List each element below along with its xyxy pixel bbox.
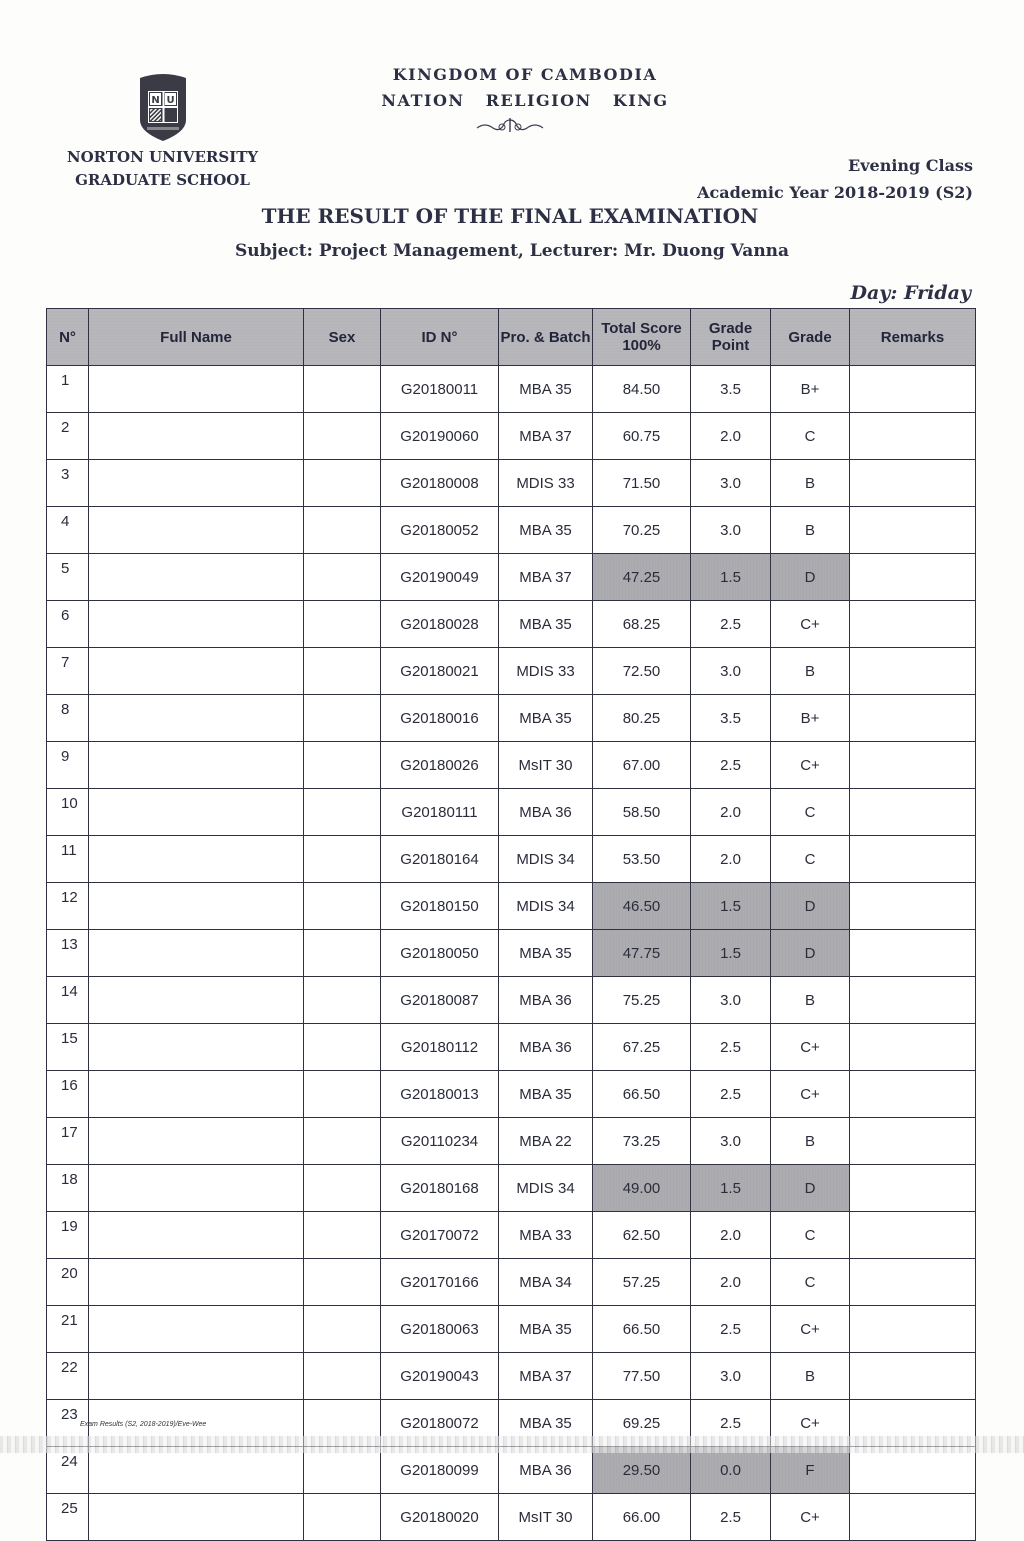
cell-grade: B [771, 1353, 850, 1400]
cell-total-score: 53.50 [593, 836, 691, 883]
cell-sex [304, 413, 381, 460]
cell-remarks [850, 413, 976, 460]
cell-sex [304, 977, 381, 1024]
cell-pro-batch: MBA 36 [499, 1024, 593, 1071]
cell-full-name [89, 601, 304, 648]
cell-no: 9 [47, 742, 89, 789]
cell-remarks [850, 460, 976, 507]
cell-full-name [89, 977, 304, 1024]
cell-total-score: 72.50 [593, 648, 691, 695]
cell-pro-batch: MBA 34 [499, 1259, 593, 1306]
cell-pro-batch: MDIS 33 [499, 648, 593, 695]
cell-grade: C+ [771, 1494, 850, 1541]
cell-full-name [89, 742, 304, 789]
cell-grade: C [771, 1259, 850, 1306]
cell-grade-point: 1.5 [691, 1165, 771, 1212]
cell-full-name [89, 460, 304, 507]
cell-grade: D [771, 883, 850, 930]
cell-id: G20170072 [381, 1212, 499, 1259]
footer-file-note: Exam Results (S2, 2018-2019)/Eve-Wee [80, 1421, 207, 1428]
cell-remarks [850, 789, 976, 836]
cell-id: G20180011 [381, 366, 499, 413]
cell-pro-batch: MBA 35 [499, 1306, 593, 1353]
cell-grade: C+ [771, 601, 850, 648]
cell-id: G20190049 [381, 554, 499, 601]
cell-full-name [89, 507, 304, 554]
cell-pro-batch: MDIS 34 [499, 883, 593, 930]
header-grade: Grade [771, 309, 850, 366]
table-row [47, 1024, 976, 1071]
cell-full-name [89, 554, 304, 601]
cell-grade-point: 2.5 [691, 1071, 771, 1118]
cell-pro-batch: MDIS 34 [499, 1165, 593, 1212]
cell-grade: C+ [771, 1306, 850, 1353]
cell-full-name [89, 413, 304, 460]
cell-id: G20180164 [381, 836, 499, 883]
cell-no: 2 [47, 413, 89, 460]
cell-total-score: 73.25 [593, 1118, 691, 1165]
cell-grade: C [771, 413, 850, 460]
cell-no: 7 [47, 648, 89, 695]
cell-total-score: 68.25 [593, 601, 691, 648]
cell-no: 22 [47, 1353, 89, 1400]
cell-sex [304, 883, 381, 930]
cell-no: 3 [47, 460, 89, 507]
cell-grade-point: 3.0 [691, 507, 771, 554]
header-grade-point-line2: Point [711, 337, 750, 354]
cell-remarks [850, 1024, 976, 1071]
cell-no: 4 [47, 507, 89, 554]
table-row [47, 1494, 976, 1541]
results-table [46, 308, 976, 1541]
cell-sex [304, 1353, 381, 1400]
cell-id: G20110234 [381, 1118, 499, 1165]
cell-grade-point: 2.0 [691, 789, 771, 836]
cell-pro-batch: MDIS 33 [499, 460, 593, 507]
cell-pro-batch: MBA 35 [499, 601, 593, 648]
cell-id: G20180008 [381, 460, 499, 507]
table-row [47, 507, 976, 554]
cell-total-score: 57.25 [593, 1259, 691, 1306]
cell-id: G20180099 [381, 1447, 499, 1494]
table-row [47, 366, 976, 413]
cell-grade-point: 3.0 [691, 1118, 771, 1165]
cell-no: 11 [47, 836, 89, 883]
cell-full-name [89, 1071, 304, 1118]
cell-sex [304, 507, 381, 554]
cell-remarks [850, 1447, 976, 1494]
cell-grade-point: 2.5 [691, 1306, 771, 1353]
cell-total-score: 58.50 [593, 789, 691, 836]
cell-total-score: 47.25 [593, 554, 691, 601]
cell-full-name [89, 1165, 304, 1212]
cell-id: G20170166 [381, 1259, 499, 1306]
cell-remarks [850, 977, 976, 1024]
cell-full-name [89, 836, 304, 883]
header-no: N° [47, 309, 89, 366]
cell-grade-point: 2.5 [691, 1400, 771, 1447]
cell-full-name [89, 1118, 304, 1165]
table-row [47, 930, 976, 977]
cell-sex [304, 1306, 381, 1353]
cell-id: G20190060 [381, 413, 499, 460]
cell-full-name [89, 930, 304, 977]
cell-grade-point: 2.5 [691, 1494, 771, 1541]
cell-id: G20180021 [381, 648, 499, 695]
cell-full-name [89, 883, 304, 930]
cell-total-score: 77.50 [593, 1353, 691, 1400]
cell-id: G20180087 [381, 977, 499, 1024]
cell-no: 18 [47, 1165, 89, 1212]
cell-pro-batch: MBA 37 [499, 413, 593, 460]
cell-sex [304, 366, 381, 413]
cell-id: G20180168 [381, 1165, 499, 1212]
cell-total-score: 29.50 [593, 1447, 691, 1494]
cell-sex [304, 789, 381, 836]
table-row [47, 1165, 976, 1212]
cell-no: 8 [47, 695, 89, 742]
cell-pro-batch: MBA 22 [499, 1118, 593, 1165]
cell-sex [304, 648, 381, 695]
cell-grade-point: 2.5 [691, 601, 771, 648]
header-remarks: Remarks [850, 309, 976, 366]
cell-sex [304, 1494, 381, 1541]
kingdom-heading [380, 62, 670, 114]
university-name-block [60, 146, 265, 192]
header-pro-batch: Pro. & Batch [499, 309, 593, 366]
cell-sex [304, 1118, 381, 1165]
cell-total-score: 66.00 [593, 1494, 691, 1541]
cell-grade-point: 3.0 [691, 460, 771, 507]
cell-grade-point: 0.0 [691, 1447, 771, 1494]
cell-total-score: 71.50 [593, 460, 691, 507]
cell-grade: B+ [771, 695, 850, 742]
cell-no: 17 [47, 1118, 89, 1165]
cell-grade: C [771, 1212, 850, 1259]
cell-full-name [89, 648, 304, 695]
cell-remarks [850, 648, 976, 695]
cell-id: G20180112 [381, 1024, 499, 1071]
table-row [47, 1353, 976, 1400]
cell-id: G20180063 [381, 1306, 499, 1353]
cell-pro-batch: MsIT 30 [499, 742, 593, 789]
cell-no: 13 [47, 930, 89, 977]
cell-grade-point: 3.0 [691, 977, 771, 1024]
cell-grade: C+ [771, 742, 850, 789]
cell-grade: B [771, 977, 850, 1024]
cell-full-name [89, 789, 304, 836]
cell-remarks [850, 1494, 976, 1541]
cell-grade-point: 3.0 [691, 1353, 771, 1400]
cell-grade: B+ [771, 366, 850, 413]
table-row [47, 1259, 976, 1306]
cell-total-score: 84.50 [593, 366, 691, 413]
cell-remarks [850, 1259, 976, 1306]
cell-id: G20180150 [381, 883, 499, 930]
cell-remarks [850, 1071, 976, 1118]
logo-letter-u: U [166, 95, 175, 106]
cell-pro-batch: MDIS 34 [499, 836, 593, 883]
cell-remarks [850, 742, 976, 789]
cell-grade: D [771, 1165, 850, 1212]
cell-remarks [850, 1165, 976, 1212]
cell-remarks [850, 883, 976, 930]
table-row [47, 1447, 976, 1494]
cell-total-score: 75.25 [593, 977, 691, 1024]
subject-line: Subject: Project Management, Lecturer: Mr. Duong Vanna [234, 241, 790, 261]
cell-no: 23 [47, 1400, 89, 1447]
cell-no: 1 [47, 366, 89, 413]
cell-grade-point: 1.5 [691, 554, 771, 601]
cell-total-score: 46.50 [593, 883, 691, 930]
cell-remarks [850, 601, 976, 648]
cell-pro-batch: MBA 35 [499, 366, 593, 413]
header-grade-point [691, 309, 771, 366]
header-total-score [593, 309, 691, 366]
cell-total-score: 67.00 [593, 742, 691, 789]
table-row [47, 648, 976, 695]
cell-full-name [89, 366, 304, 413]
table-row [47, 460, 976, 507]
cell-id: G20180020 [381, 1494, 499, 1541]
cell-total-score: 69.25 [593, 1400, 691, 1447]
cell-remarks [850, 1212, 976, 1259]
cell-total-score: 49.00 [593, 1165, 691, 1212]
cell-grade: B [771, 460, 850, 507]
ornament-icon [475, 116, 545, 134]
cell-grade-point: 2.0 [691, 413, 771, 460]
cell-no: 15 [47, 1024, 89, 1071]
national-motto: NATION RELIGION KING [381, 91, 669, 110]
cell-no: 20 [47, 1259, 89, 1306]
table-row [47, 977, 976, 1024]
cell-id: G20180050 [381, 930, 499, 977]
cell-pro-batch: MBA 37 [499, 1353, 593, 1400]
cell-full-name [89, 1447, 304, 1494]
cell-grade-point: 1.5 [691, 930, 771, 977]
cell-grade-point: 2.5 [691, 742, 771, 789]
cell-no: 24 [47, 1447, 89, 1494]
table-row [47, 1306, 976, 1353]
cell-sex [304, 1071, 381, 1118]
header-total-score-line1: Total Score [601, 320, 682, 337]
cell-pro-batch: MBA 33 [499, 1212, 593, 1259]
cell-grade-point: 2.5 [691, 1024, 771, 1071]
exam-day: Day: Friday [850, 282, 971, 304]
cell-pro-batch: MBA 36 [499, 977, 593, 1024]
table-row [47, 1212, 976, 1259]
cell-sex [304, 695, 381, 742]
table-row [47, 601, 976, 648]
cell-grade: C+ [771, 1400, 850, 1447]
cell-no: 5 [47, 554, 89, 601]
cell-sex [304, 1259, 381, 1306]
cell-grade: D [771, 930, 850, 977]
class-info-block [697, 152, 973, 206]
cell-pro-batch: MsIT 30 [499, 1494, 593, 1541]
cell-id: G20180052 [381, 507, 499, 554]
header-full-name: Full Name [89, 309, 304, 366]
cell-grade-point: 2.0 [691, 1212, 771, 1259]
cell-remarks [850, 836, 976, 883]
cell-id: G20180026 [381, 742, 499, 789]
cell-id: G20180111 [381, 789, 499, 836]
cell-pro-batch: MBA 35 [499, 930, 593, 977]
cell-remarks [850, 366, 976, 413]
cell-grade: D [771, 554, 850, 601]
university-logo [137, 72, 189, 142]
cell-pro-batch: MBA 35 [499, 1400, 593, 1447]
cell-sex [304, 836, 381, 883]
cell-total-score: 80.25 [593, 695, 691, 742]
cell-no: 19 [47, 1212, 89, 1259]
cell-remarks [850, 1306, 976, 1353]
cell-no: 14 [47, 977, 89, 1024]
cell-remarks [850, 1353, 976, 1400]
table-row [47, 742, 976, 789]
table-row [47, 883, 976, 930]
table-row [47, 554, 976, 601]
cell-remarks [850, 930, 976, 977]
logo-letter-n: N [151, 95, 160, 106]
cell-sex [304, 460, 381, 507]
cell-grade-point: 1.5 [691, 883, 771, 930]
cell-full-name [89, 1212, 304, 1259]
cell-grade: C+ [771, 1071, 850, 1118]
cell-sex [304, 554, 381, 601]
school-name: GRADUATE SCHOOL [75, 171, 250, 189]
cell-full-name [89, 1259, 304, 1306]
header-grade-point-line1: Grade [708, 320, 753, 337]
document-title [0, 204, 1024, 228]
cell-total-score: 70.25 [593, 507, 691, 554]
cell-no: 25 [47, 1494, 89, 1541]
header-total-score-line2: 100% [622, 337, 661, 354]
cell-no: 12 [47, 883, 89, 930]
cell-full-name [89, 695, 304, 742]
cell-sex [304, 1165, 381, 1212]
cell-pro-batch: MBA 36 [499, 789, 593, 836]
cell-no: 16 [47, 1071, 89, 1118]
cell-grade-point: 2.0 [691, 836, 771, 883]
cell-full-name [89, 1024, 304, 1071]
cell-id: G20180013 [381, 1071, 499, 1118]
cell-full-name [89, 1494, 304, 1541]
cell-grade: C [771, 789, 850, 836]
cell-total-score: 62.50 [593, 1212, 691, 1259]
cell-grade: B [771, 648, 850, 695]
cell-total-score: 66.50 [593, 1071, 691, 1118]
cell-total-score: 67.25 [593, 1024, 691, 1071]
cell-grade: C [771, 836, 850, 883]
table-row [47, 695, 976, 742]
academic-year: Academic Year 2018-2019 (S2) [697, 183, 973, 202]
cell-remarks [850, 554, 976, 601]
cell-pro-batch: MBA 37 [499, 554, 593, 601]
table-row [47, 1118, 976, 1165]
cell-pro-batch: MBA 35 [499, 1071, 593, 1118]
table-row [47, 789, 976, 836]
cell-grade: C+ [771, 1024, 850, 1071]
cell-no: 6 [47, 601, 89, 648]
header-sex: Sex [304, 309, 381, 366]
cell-remarks [850, 1118, 976, 1165]
cell-pro-batch: MBA 35 [499, 695, 593, 742]
class-type: Evening Class [848, 156, 973, 175]
cell-sex [304, 601, 381, 648]
cell-grade-point: 3.5 [691, 695, 771, 742]
cell-grade-point: 3.0 [691, 648, 771, 695]
cell-remarks [850, 507, 976, 554]
cell-remarks [850, 695, 976, 742]
cell-total-score: 66.50 [593, 1306, 691, 1353]
cell-sex [304, 1024, 381, 1071]
cell-grade: B [771, 507, 850, 554]
cell-pro-batch: MBA 35 [499, 507, 593, 554]
cell-id: G20180028 [381, 601, 499, 648]
cell-id: G20190043 [381, 1353, 499, 1400]
cell-total-score: 60.75 [593, 413, 691, 460]
table-row [47, 413, 976, 460]
cell-sex [304, 1447, 381, 1494]
scan-edge [0, 1436, 1024, 1453]
cell-grade: F [771, 1447, 850, 1494]
cell-total-score: 47.75 [593, 930, 691, 977]
table-row [47, 1071, 976, 1118]
cell-no: 10 [47, 789, 89, 836]
cell-full-name [89, 1353, 304, 1400]
cell-full-name [89, 1306, 304, 1353]
cell-grade-point: 2.0 [691, 1259, 771, 1306]
header-id: ID N° [381, 309, 499, 366]
cell-no: 21 [47, 1306, 89, 1353]
table-header-row [47, 309, 976, 366]
cell-grade: B [771, 1118, 850, 1165]
cell-pro-batch: MBA 36 [499, 1447, 593, 1494]
kingdom-name: KINGDOM OF CAMBODIA [392, 65, 658, 84]
cell-sex [304, 742, 381, 789]
cell-sex [304, 930, 381, 977]
table-row [47, 836, 976, 883]
cell-id: G20180016 [381, 695, 499, 742]
document-title-text: THE RESULT OF THE FINAL EXAMINATION [261, 204, 759, 228]
cell-sex [304, 1212, 381, 1259]
university-name: NORTON UNIVERSITY [66, 148, 259, 166]
cell-id: G20180072 [381, 1400, 499, 1447]
cell-grade-point: 3.5 [691, 366, 771, 413]
